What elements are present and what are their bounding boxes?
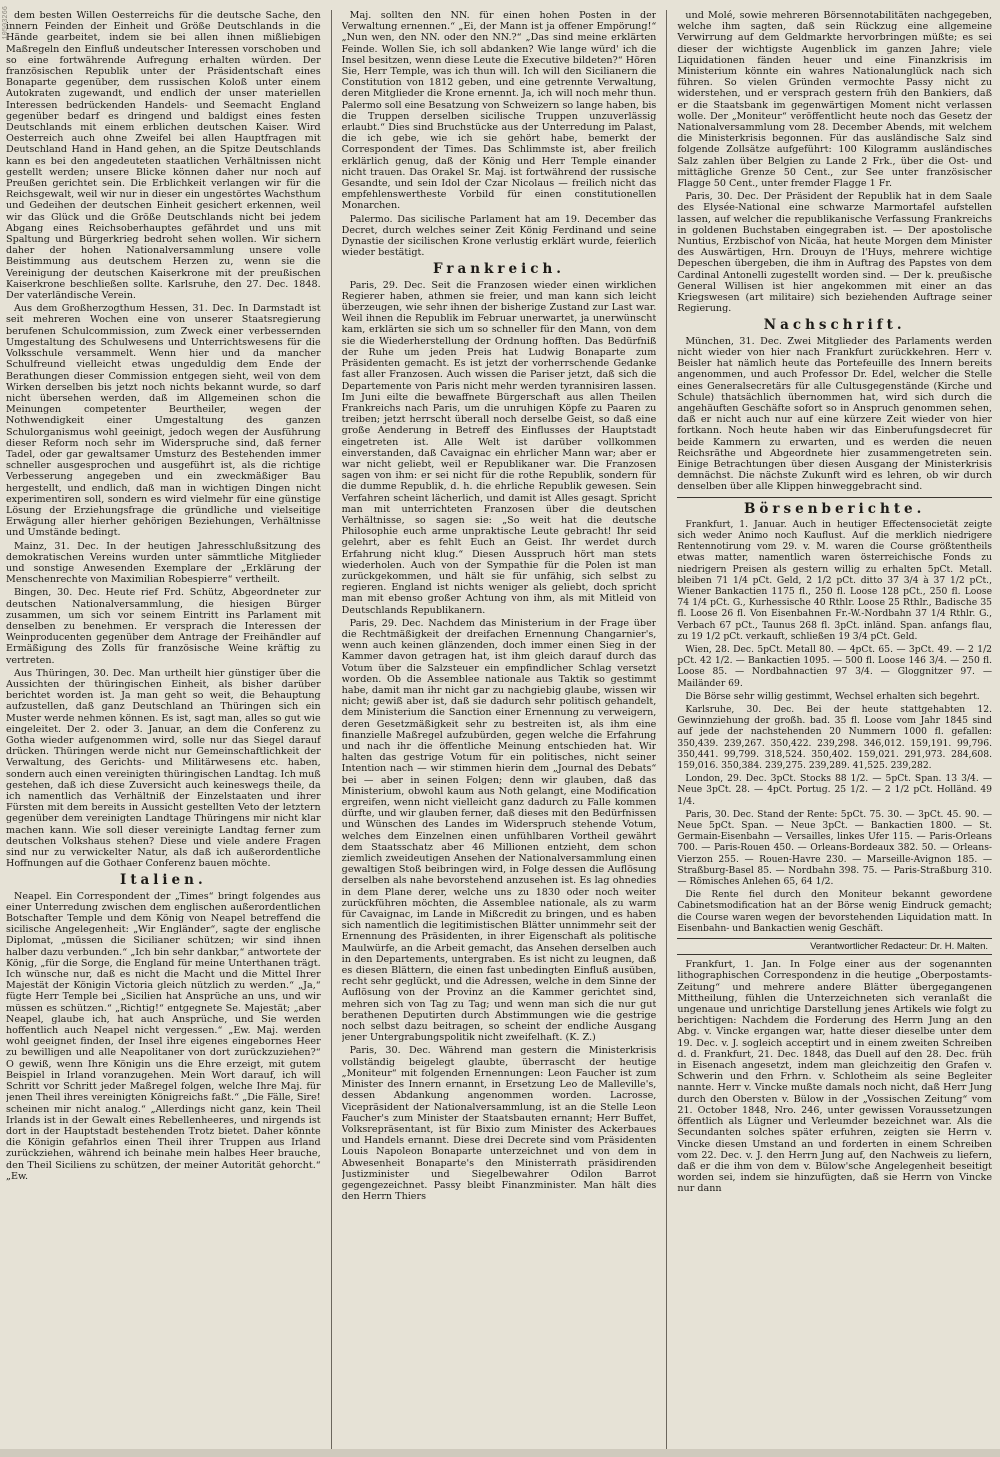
bourse-reports (677, 519, 992, 934)
paragraph: Aus dem Großherzogthum Hessen, 31. Dec. In Darmstadt ist seit mehreren Wochen eine von unserer Staatsregierung berufenen Schulcommission, zum Zweck einer verbessernden Umgestaltung des Schulwesens und Unterrichtswesens für die Volksschule versammelt. Wenn hier und da mancher Schulfreund vielleicht etwas ungeduldig dem Ende der Berathungen dieser Commission entgegen sieht, weil von dem Wirken derselben bis jetzt noch nichts bekannt wurde, so darf nicht übersehen werden, daß im Allgemeinen schon die Meinungen competenter Beurtheiler, wegen der Nothwendigkeit einer Umgestaltung des ganzen Schulorganismus wohl geeinigt, jedoch wegen der Ausführung dieser Reform noch sehr im Widerspruche sind, daß ferner Tadel, oder gar gewaltsamer Umsturz des Bestehenden immer schneller ausgesprochen und ausgeführt ist, als die richtige Verbesserung angegeben und ein zweckmäßiger Bau hergestellt, und endlich, daß man in wichtigen Dingen nicht experimentiren soll, sondern es wird vielmehr für eine günstige Lösung der Erziehungsfrage die gründliche und vielseitige Erwägung aller hierher gehörigen Beziehungen, Verhältnisse und Umstände bedingt. (6, 303, 321, 539)
final-notice: Frankfurt, 1. Jan. In Folge einer aus der sogenannten lithographischen Correspondenz in die heutige „Oberpostamts-Zeitung“ und mehrere andere Blätter übergegangenen Mittheilung, fühlen die Unterzeichneten sich veranlaßt die ungenaue und unrichtige Darstellung jenes Artikels wie folgt zu berichtigen: Nachdem die Forderung des Herrn Jung an den Abg. v. Vincke ergangen war, hatte dieser dieselbe unter dem 19. Dec. v. J. sogleich acceptirt und in einem zweiten Schreiben d. d. Frankfurt, 21. Dec. 1848, das Duell auf den 28. Dec. früh in Eisenach angesetzt, indem man gleichzeitig den Grafen v. Schwerin und den Frhrn. v. Schlotheim als seine Begleiter nannte. Herr v. Vincke mußte damals noch nicht, daß Herr Jung durch den Obersten v. Bülow in der „Vossischen Zeitung“ vom 21. October 1848, Nro. 246, unter gewissen Voraussetzungen öffentlich als Lügner und Verleumder bezeichnet war. Als die Secundanten solches später erfuhren, zeigten sie Herrn v. Vincke diesen Umstand an und forderten in einem Schreiben vom 22. Dec. v. J. den Herrn Jung auf, den Nachweis zu liefern, daß er die ihm von dem v. Bülow'sche Angelegenheit beseitigt worden sei, indem sie hinzufügten, daß sie Herrn von Vincke nur dann (677, 959, 993, 1195)
column-1-paragraphs-after (6, 891, 321, 1182)
page-bottom-strip (0, 1449, 1000, 1457)
paragraph: Paris, 30. Dec. Der Präsident der Republik hat in dem Saale des Elysée-National eine schwarze Marmortafel aufstellen lassen, auf welcher die republikanische Verfassung Frankreichs in goldenen Buchstaben eingegraben ist. — Der apostolische Nuntius, Erzbischof von Nicäa, hat heute Morgen dem Minister des Auswärtigen, Hrn. Drouyn de l'Huys, mehrere wichtige Depeschen übergeben, die ihm in Auftrag des Papstes von dem Cardinal Antonelli zugestellt worden sind. — Der k. preußische General Willisen ist hier angekommen mit einer an das Kriegswesen (art militaire) sich beziehenden Auftrage seiner Regierung. (677, 191, 993, 315)
column-2 (342, 10, 657, 1449)
section-title-italien: Italien. (120, 872, 207, 889)
paragraph: dem besten Willen Oesterreichs für die deutsche Sache, den innern Feinden der Einheit und Größe Deutschlands in die Hände gearbeitet, indem sie bei allen ihnen mißliebigen Maßregeln den Einfluß undeutscher Interessen vorschoben und so eine fortwährende Aufregung erhalten würden. Der französischen Republik unter der Präsidentschaft eines Bonaparte gegenüber, dem russischen Koloß unter einem Autokraten zugewandt, und endlich der unser materiellen Interessen bedrückenden Handels- und Seemacht England gegenüber bedarf es dringend und baldigst eines festen Deutschlands mit einem erblichen deutschen Kaiser. Wird Oesterreich auch ohne Zweifel bei allen Hauptfragen mit Deutschland Hand in Hand gehen, an die Spitze Deutschlands kann es bei den angedeuteten staatlichen Verhältnissen nicht gestellt werden; unsere Blicke können daher nur noch auf Preußen gerichtet sein. Die Erblichkeit verlangen wir für die Reichsgewalt, weil wir nur in dieser ein ungestörtes Wachsthum und Gedeihen der deutschen Einheit gesichert erkennen, weil wir das Glück und die Größe Deutschlands nicht bei jedem Abgang eines Reichsoberhauptes gefährdet und uns mit Spaltung und Bürgerkrieg bedroht sehen wollen. Wir sichern daher der hohen Nationalversammlung unsere volle Beistimmung aus deutschem Herzen zu, wenn sie die Vereinigung der deutschen Kaiserkrone mit der preußischen Kaiserkrone beschließen sollte. Karlsruhe, den 27. Dec. 1848. Der vaterländische Verein. (6, 10, 321, 302)
paragraph: London, 29. Dec. 3pCt. Stocks 88 1/2. — 5pCt. Span. 13 3/4. — Neue 3pCt. 28. — 4pCt. Portug. 25 1/2. — 2 1/2 pCt. Holländ. 49 1/4. (677, 773, 993, 807)
imprint-editor: Verantwortlicher Redacteur: Dr. H. Malten. (677, 938, 992, 955)
paragraph: Paris, 29. Dec. Nachdem das Ministerium in der Frage über die Rechtmäßigkeit der dreifachen Ernennung Changarnier's, wenn auch keinen glänzenden, doch immer einen Sieg in der Kammer davon getragen hat, ist ihm gleich darauf durch das Votum über die Salzsteuer ein empfindlicher Schlag versetzt worden. Ob die Assemblee nationale aus Taktik so gestimmt habe, damit man ihr nicht gar zu nachgiebig glaube, wissen wir nicht; gewiß aber ist, daß sie dadurch sehr politisch gehandelt, dem Ministerium die Sanction einer Ernennung zu verweigern, deren Gesetzmäßigkeit sehr zu bestreiten ist, als ihm eine finanzielle Maßregel aufzubürden, gegen welche die Erfahrung und nach ihr die öffentliche Meinung entschieden hat. Wir halten das gestrige Votum für ein politisches, nicht seiner Intention nach — wir stimmen hierin dem „Journal des Debats“ bei — aber in seinen Folgen; denn wir glauben, daß das Ministerium, obwohl kaum aus Noth gelangt, eine Modification ergreifen, wenn nicht vielleicht ganz dadurch zu Falle kommen dürfte, und wir glauben ferner, daß dieses mit den Bedürfnissen und Wünschen des Landes im Widerspruch stehende Votum, welches dem Einzelnen einen unfühlbaren Vortheil gewährt dem Staatsschatz aber 46 Millionen entzieht, dem schon ziemlich zweideutigen Ansehen der Nationalversammlung einen gewaltigen Stoß beibringen wird, in Folge dessen die Auflösung derselben als nahe bevorstehend anzusehen ist. Es lag ohnedies in dem Plane derer, welche uns zu 1830 oder noch weiter zurückführen möchten, die Assemblee nationale, als zu warm für Cavaignac, im Lande in Mißcredit zu bringen, und es haben sich namentlich die legitimistischen Blätter unnimmehr seit der Ernennung des Präsidenten, in ihrer Eigenschaft als politische Maulwürfe, an die Arbeit gemacht, das Ansehen derselben auch in den Departements, untergraben. Es ist nicht zu leugnen, daß es diesen Blättern, die einen fast unbedingten Einfluß ausüben, recht sehr geglückt, und die Adressen, welche in dem Sinne der Auflösung von der Provinz an die Kammer gerichtet sind, mehren sich von Tag zu Tag; und wenn man sich die nur gut berathenen Deputirten durch Abstimmungen wie die gestrige noch selbst dazu beitragen, so scheint der endliche Ausgang jener Untergrabungspolitik nicht zweifelhaft. (K. Z.) (341, 617, 657, 1044)
section-title-frankreich: Frankreich. (433, 261, 565, 278)
section-title-boersenberichte: Börsenberichte. (743, 500, 926, 517)
column-1-paragraphs (6, 10, 321, 869)
paragraph: Wien, 28. Dec. 5pCt. Metall 80. — 4pCt. 65. — 3pCt. 49. — 2 1/2 pCt. 42 1/2. — Bankactien 1095. — 500 fl. Loose 146 3/4. — 250 fl. Loose 85. — Nordbahnactien 97 3/4. — Gloggnitzer 97. — Mailänder 69. (677, 643, 993, 689)
column-2-paragraphs-after (342, 280, 657, 1203)
paragraph: und Molé, sowie mehreren Börsennotabilitäten nachgegeben, welche ihm sagten, daß sein Rückzug eine allgemeine Verwirrung auf dem Geldmarkte hervorbringen müßte; es sei dieser der wichtigste Augenblick im ganzen Jahre; viele Liquidationen fänden heuer und eine Finanzkrisis im Ministerium könnte ein wahres Nationalunglück nach sich führen. So vielen Gründen vermochte Passy nicht zu widerstehen, und er versprach gestern früh den Bankiers, daß er die Staatsbank im gegenwärtigen Moment nicht verlassen wolle. Der „Moniteur“ veröffentlicht heute noch das Gesetz der Nationalversammlung vom 28. December Abends, mit welchem die Ministerkrisis begonnen. Für das ausländische Salz sind folgende Zollsätze aufgeführt: 100 Kilogramm ausländisches Salz zahlen über Belgien zu Lande 2 Frk., über die Ost- und mittägliche Grenze 50 Cent., zur See unter französischer Flagge 50 Cent., unter fremder Flagge 1 Fr. (677, 10, 993, 190)
paragraph: Paris, 29. Dec. Seit die Franzosen wieder einen wirklichen Regierer haben, athmen sie freier, und man kann sich leicht überzeugen, wie sehr ihnen der bisherige Zustand zur Last war. Weil ihnen die Republik im Februar unerwartet, ja unerwünscht kam, erklärten sie sich um so schneller für den Mann, von dem sie die Wiederherstellung der Ordnung hofften. Das Bedürfniß der Ruhe um jeden Preis hat Ludwig Bonaparte zum Präsidenten gemacht. Es ist jetzt der vorherrschende Gedanke fast aller Franzosen. Auch wissen die Pariser jetzt, daß sich die Departemente von Paris nicht mehr werden tyrannisiren lassen. Im Juni eilte die bewaffnete Bürgerschaft aus allen Theilen Frankreichs nach Paris, um die unruhigen Köpfe zu Paaren zu treiben; jetzt herrscht überall noch derselbe Geist, so daß eine große Aenderung in Betreff des Einflusses der Hauptstadt eingetreten ist. Alle Welt ist darüber vollkommen einverstanden, daß Cavaignac ein ehrlicher Mann war; aber er war nicht geliebt, weil er Republikaner war. Die Franzosen sagen von ihm: er sei nicht für die rothe Republik, sondern für die dumme Republik, d. h. die ehrliche Republik gewesen. Sein Verfahren scheint lächerlich, und damit ist Alles gesagt. Spricht man mit unterrichteten Franzosen über die deutschen Verhältnisse, so sagen sie: „So weit hat die deutsche Philosophie euch arme unpraktische Leute gebracht! Ihr seid gelehrt, aber es fehlt Euch an Geist. Ihr werdet durch Erfahrung nicht klug.“ Diesen Ausspruch hört man stets wiederholen. Auch von der Sympathie für die Polen ist man zurückgekommen, und hält sie für unfähig, sich selbst zu regieren. England ist nichts weniger als geliebt, doch spricht man mit ebenso großer Achtung von ihm, als mit Mitleid von Deutschlands Republikanern. (341, 279, 657, 616)
paragraph: München, 31. Dec. Zwei Mitglieder des Parlaments werden nicht wieder von hier nach Frankfurt zurückkehren. Herr v. Beisler hat nämlich heute das Portefeuille des Innern bereits angenommen, und auch Professor Dr. Edel, welcher die Stelle eines Generalsecretärs für alle Cultusgegenstände (Kirche und Schule) thatsächlich übernommen hat, wird sich durch die angehäuften Geschäfte sofort so in Anspruch genommen sehen, daß er nicht auch nur auf eine kürzere Zeit wieder von hier fortkann. Noch heute haben wir das Einberufungsdecret für beide Kammern zu erwarten, und es werden die neuen Reichsräthe und Abgeordnete hier zusammengetreten sein. Einige Betrachtungen über diesen Ausgang der Ministerkrisis demnächst. Die nächste Zukunft wird es lehren, ob wir durch denselben über alle Klippen hinweggebracht sind. (677, 335, 993, 493)
archive-id-stamp: 10503266 (2, 6, 10, 40)
paragraph: Neapel. Ein Correspondent der „Times“ bringt folgendes aus einer Unterredung zwischen dem englischen außerordentlichen Botschafter Temple und dem König von Neapel betreffend die sicilische Angelegenheit: „Wir Engländer“, sagte der englische Diplomat, „müssen die Sicilianer schützen; wir sind ihnen halber dazu verbunden.“ „Ich bin sehr dankbar,“ antwortete der König, „für die Sorge, die England für meine Unterthanen trägt. Ich wünsche nur, daß es nicht die Macht und die Mittel Ihrer Majestät der Königin Victoria gleich nützlich zu werden.“ „Ja,“ fügte Herr Temple bei „Sicilien hat Ansprüche an uns, und wir müssen es schützen.“ „Richtig!“ entgegnete Se. Majestät; „aber Neapel, glaube ich, hat auch Ansprüche, und Sie werden hoffentlich auch Neapel nicht vergessen.“ „Ew. Maj. werden wohl geeignet finden, der Insel ihre eigenes eingebornes Heer zu bewilligen und alle Neapolitaner von dort zurückzuziehen?“ O gewiß, wenn Ihre Königin uns die Ehre erzeigt, mit gutem Beispiel in Irland voranzugehen. Mein Wort darauf, ich will Schritt vor Schritt jeder Maßregel folgen, welche Ihre Maj. für jenen Theil ihres vereinigten Königreichs faßt.“ „Die Fälle, Sire! scheinen mir nicht analog.“ „Allerdings nicht ganz, kein Theil Irlands ist in der Gewalt eines Rebellenheeres, und nirgends ist dort in der Hauptstadt bestehenden Trotz bietet. Daher könnte die Königin gefahrlos einen Theil ihrer Truppen aus Irland zurückziehen, während ich beinahe mein halbes Heer brauche, den Theil Siciliens zu schützen, der meiner Autorität gehorcht.“ „Ew. (6, 890, 321, 1182)
paragraph: Palermo. Das sicilische Parlament hat am 19. December das Decret, durch welches seiner Zeit König Ferdinand und seine Dynastie der sicilischen Krone verlustig erklärt wurde, feierlich wieder bestätigt. (341, 213, 657, 259)
paragraph: Paris, 30. Dec. Während man gestern die Ministerkrisis vollständig beigelegt glaubte, überrascht der heutige „Moniteur“ mit folgenden Ernennungen: Leon Faucher ist zum Minister des Innern ernannt, in Ersetzung Leo de Malleville's, dessen Abdankung angenommen worden. Lacrosse, Vicepräsident der Nationalversammlung, ist an die Stelle Leon Faucher's zum Minister der Staatsbauten ernannt; Herr Buffet, Volksrepräsentant, ist für Bixio zum Minister des Ackerbaues und Handels ernannt. Diese drei Decrete sind vom Präsidenten Louis Napoleon Bonaparte unterzeichnet und von dem in Abwesenheit Bonaparte's den Ministerrath präsidirenden Justizminister und Siegelbewahrer Odilon Barrot gegengezeichnet. Passy bleibt Finanzminister. Man hält dies den Herrn Thiers (341, 1045, 657, 1203)
section-title-nachschrift: Nachschrift. (763, 317, 906, 334)
paragraph: Die Börse sehr willig gestimmt, Wechsel erhalten sich begehrt. (685, 690, 980, 702)
column-divider (666, 10, 667, 1449)
column-1 (6, 10, 321, 1449)
paragraph: Aus Thüringen, 30. Dec. Man urtheilt hier günstiger über die Aussichten der thüringischen Einheit, als bisher darüber berichtet worden ist. Ja man geht so weit, die Behauptung aufzustellen, daß ganz Deutschland an Thüringen sich ein Muster werde nehmen können. Es ist, sagt man, alles so gut wie eingeleitet. Der 2. oder 3. Januar, an dem die Conferenz zu Gotha wieder aufgenommen wird, solle nur das Siegel darauf drücken. Thüringen werde nicht nur Gemeinschaftlichkeit der Verwaltung, des Gerichts- und Militärwesens etc. haben, sondern auch einen vereinigten thüringischen Landtag. Ich muß gestehen, daß ich diese Zuversicht auch keineswegs theile, da ich namentlich das Verhältniß der Einzelstaaten und ihrer Fürsten mit dem bereits in Aussicht gestellten Veto der letztern gegenüber dem vereinigten Landtage Thüringens mir nicht klar machen kann. Wie soll dieser vereinigte Landtag ferner zum deutschen Volkshaus stehen? Diese und viele andere Fragen sind nur zu verwickelter Natur, als daß ich außerordentliche Hoffnungen auf die Gothaer Conferenz bauen möchte. (6, 667, 321, 870)
column-2-paragraphs (342, 10, 657, 258)
paragraph: Karlsruhe, 30. Dec. Bei der heute stattgehabten 12. Gewinnziehung der großh. bad. 35 fl. Loose vom Jahr 1845 sind auf jede der nachstehenden 20 Nummern 1000 fl. gefallen: 350,439. 239,267. 350,422. 239,298. 346,012. 159,191. 99,796. 350,441. 99,799. 318,524. 350,402. 159,021. 291,973. 284,608. 159,016. 350,384. 239,275. 239,289. 41,525. 239,282. (677, 703, 993, 771)
paragraph: Frankfurt, 1. Januar. Auch in heutiger Effectensocietät zeigte sich weder Animo noch Kauflust. Auf die merklich niedrigere Rentennotirung vom 29. v. M. waren die Course größtentheils etwas matter, namentlich waren österreichische Fonds zu niedrigern Preisen als gestern willig zu erhalten 5pCt. Metall. bleiben 71 1/4 pCt. Geld, 2 1/2 pCt. ditto 37 3/4 à 37 1/2 pCt., Wiener Bankactien 1175 fl., 250 fl. Loose 128 pCt., 250 fl. Loose 74 1/4 pCt. G., Kurhessische 40 Rthlr. Loose 25 Rthlr., Badische 35 fl. Loose 26 fl. Von Eisenbahnen Fr.-W.-Nordbahn 37 1/4 Rthlr. G., Verbach 67 pCt., Taunus 268 fl. 3pCt. inländ. Span. anfangs flau, zu 19 1/2 pCt. verkauft, schließen 19 3/4 pCt. Geld. (677, 518, 993, 642)
column-3 (677, 10, 992, 1449)
paragraph: Paris, 30. Dec. Stand der Rente: 5pCt. 75. 30. — 3pCt. 45. 90. — Neue 5pCt. Span. — Neue 3pCt. — Bankactien 1800. — St. Germain-Eisenbahn — Versailles, linkes Ufer 115. — Paris-Orleans 700. — Paris-Rouen 450. — Orleans-Bordeaux 382. 50. — Orleans-Vierzon 255. — Rouen-Havre 230. — Marseille-Avignon 185. — Straßburg-Basel 85. — Nordbahn 398. 75. — Paris-Straßburg 310. — Römisches Anlehen 65, 64 1/2. (677, 808, 993, 888)
column-3-paragraphs-after (677, 336, 992, 493)
paragraph: Maj. sollten den NN. für einen hohen Posten in der Verwaltung ernennen.“ „Ei, der Mann ist ja offener Empörung!“ „Nun wen, den NN. oder den NN.?“ „Das sind meine erklärten Feinde. Wollen Sie, ich soll abdanken? Wie lange würd' ich die Insel besitzen, wenn diese Leute die Executive bildeten?“ Hören Sie, Herr Temple, was ich thun will. Ich will den Sicilianern die Constitution von 1812 geben, und eine getrennte Verwaltung, deren Mitglieder die Krone ernennt. Ja, ich will noch mehr thun. Palermo soll eine Besatzung von Schweizern so lange haben, bis die Truppen derselben sicilische Truppen unzuverlässig erlaubt.“ Dies sind Bruchstücke aus der Unterredung im Palast, die ich gebe, wie ich sie gehört habe, bemerkt der Correspondent der Times. Das Schlimmste ist, aber freilich erklärlich genug, daß der König und Herr Temple einander nicht trauen. Das Orakel Sr. Maj. ist fortwährend der russische Gesandte, und sein Idol der Czar Nicolaus — freilich nicht das empfehlenswertheste Vorbild für einen constitutionellen Monarchen. (341, 10, 657, 212)
paragraph: Die Rente fiel durch den Moniteur bekannt gewordene Cabinetsmodification hat an der Börse wenig Eindruck gemacht; die Course waren wegen der bevorstehenden Liquidation matt. In Eisenbahn- und Bankactien wenig Geschäft. (677, 889, 993, 934)
column-3-paragraphs (677, 10, 992, 314)
paragraph: Bingen, 30. Dec. Heute rief Frd. Schütz, Abgeordneter zur deutschen Nationalversammlung, die hiesigen Bürger zusammen, um sich vor seinem Eintritt ins Parlament mit denselben zu benehmen. Er versprach die Interessen der Weinproducenten gegenüber dem Antrage der Freihändler auf Ermäßigung des Zolls für französische Weine kräftig zu vertreten. (6, 587, 321, 666)
column-divider (331, 10, 332, 1449)
rule (677, 497, 992, 498)
paragraph: Mainz, 31. Dec. In der heutigen Jahresschlußsitzung des demokratischen Vereins wurden unter sämmtliche Mitglieder und sonstige Anwesenden Exemplare der „Erklärung der Menschenrechte von Maximilian Robespierre“ vertheilt. (6, 540, 321, 586)
